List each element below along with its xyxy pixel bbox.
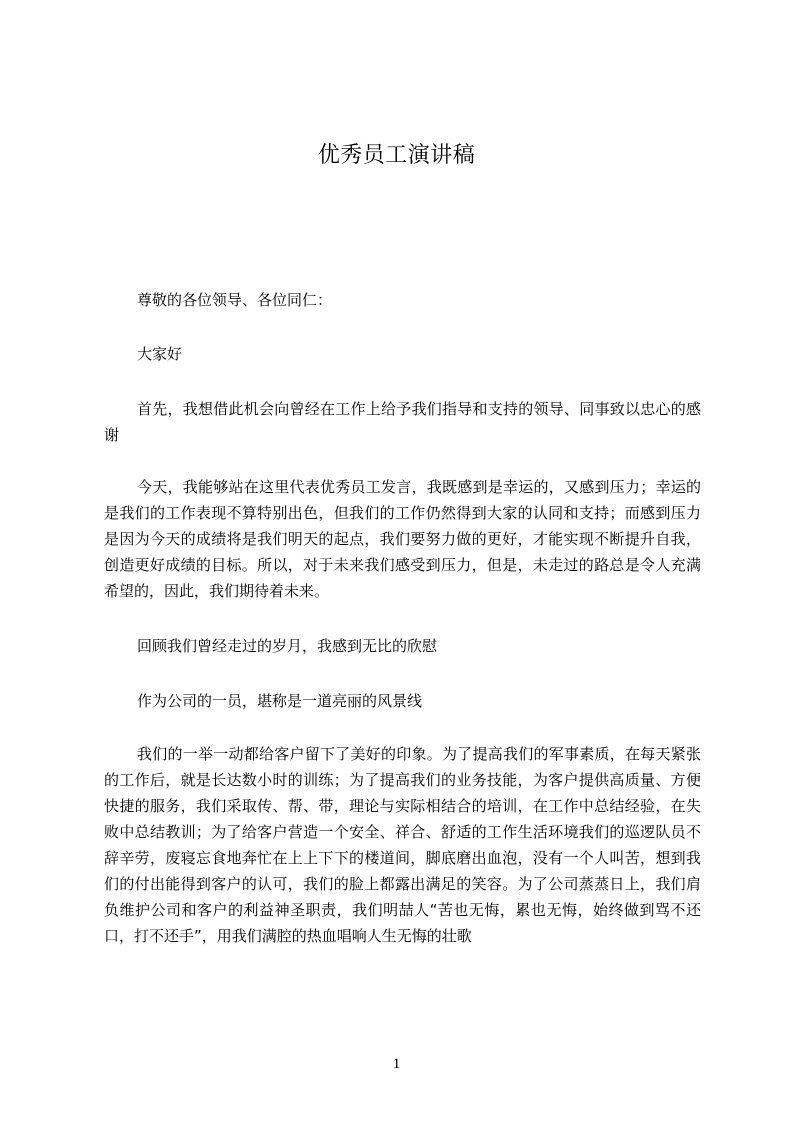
page-number: 1 [392, 1056, 401, 1072]
paragraph-today: 今天，我能够站在这里代表优秀员工发言，我既感到是幸运的，又感到压力；幸运的是我们的工作表现不算特别出色，但我们的工作仍然得到大家的认同和支持；而感到压力是因为今天的成绩将是我们明天的起点，我们要努力做的更好，才能实现不断提升自我，创造更好成绩的目标。所以，对于未来我们感受到压力，但是，未走过的路总是令人充满希望的，因此，我们期待着未来。 [104, 478, 701, 600]
document-title: 优秀员工演讲稿 [317, 143, 476, 168]
paragraph-greeting: 尊敬的各位领导、各位同仁： [137, 291, 333, 309]
paragraph-thanks: 首先，我想借此机会向曾经在工作上给予我们指导和支持的领导、同事致以忠心的感谢 [104, 400, 701, 444]
paragraph-hello: 大家好 [137, 345, 183, 363]
paragraph-lookback: 回顾我们曾经走过的岁月，我感到无比的欣慰 [137, 637, 438, 655]
paragraph-deeds: 我们的一举一动都给客户留下了美好的印象。为了提高我们的军事素质，在每天紧张的工作后，就是长达数小时的训练；为了提高我们的业务技能，为客户提供高质量、方便快捷的服务，我们采取传、帮、带，理论与实际相结合的培训，在工作中总结经验，在失败中总结教训；为了给客户营造一个安全、祥合、舒适的工作生活环境我们的巡逻队员不辞辛劳，废寝忘食地奔忙在上上下下的楼道间，脚底磨出血泡，没有一个人叫苦，想到我们的付出能得到客户的认可，我们的脸上都露出满足的笑容。为了公司蒸蒸日上，我们肩负维护公司和客户的利益神圣职责，我们明喆人“苦也无悔，累也无悔，始终做到骂不还口，打不还手”，用我们满腔的热血唱响人生无悔的壮歌 [104, 745, 701, 945]
paragraph-member: 作为公司的一员，堪称是一道亮丽的风景线 [137, 692, 423, 710]
